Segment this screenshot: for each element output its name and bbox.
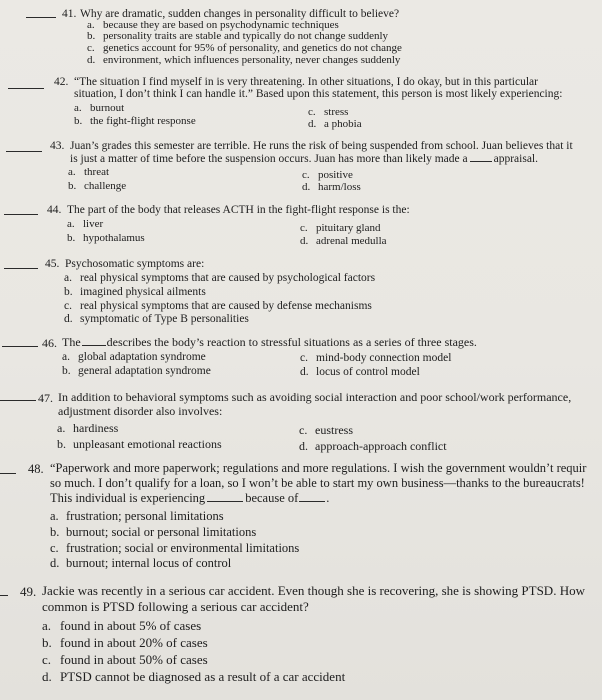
option-a[interactable] bbox=[42, 618, 201, 634]
option-a[interactable] bbox=[68, 166, 109, 178]
option-a[interactable] bbox=[50, 509, 224, 524]
answer-blank[interactable] bbox=[8, 88, 44, 89]
option-text: environment, which influences personality, never changes suddenly bbox=[103, 54, 401, 66]
option-text: frustration; social or environmental limitations bbox=[66, 541, 300, 555]
stem-text: appraisal. bbox=[493, 153, 538, 165]
fill-in-blank[interactable] bbox=[470, 161, 492, 162]
question-stem-line-1: In addition to behavioral symptoms such as avoiding social interaction and poor school/work performance, bbox=[58, 390, 572, 404]
option-text: hypothalamus bbox=[83, 232, 145, 244]
answer-blank[interactable] bbox=[0, 595, 8, 596]
option-letter: d. bbox=[302, 181, 311, 193]
option-letter: c. bbox=[300, 352, 308, 364]
option-letter: a. bbox=[87, 19, 95, 31]
option-b[interactable] bbox=[42, 635, 208, 651]
question-number: 48. bbox=[28, 462, 44, 476]
question-stem-line-1: Juan’s grades this semester are terrible. He runs the risk of being suspended from school. Juan believes that it bbox=[70, 140, 573, 152]
option-text: general adaptation syndrome bbox=[78, 365, 211, 377]
option-letter: c. bbox=[50, 541, 59, 555]
option-text: found in about 5% of cases bbox=[60, 618, 202, 633]
question-stem-line-3 bbox=[50, 492, 329, 506]
option-letter: b. bbox=[74, 115, 83, 127]
fill-in-blank-2[interactable] bbox=[299, 501, 325, 502]
option-b[interactable] bbox=[67, 232, 145, 244]
fill-in-blank[interactable] bbox=[82, 345, 106, 346]
option-b[interactable] bbox=[87, 30, 388, 42]
answer-blank[interactable] bbox=[0, 473, 16, 474]
option-b[interactable] bbox=[74, 115, 196, 127]
option-text: the fight-flight response bbox=[90, 115, 196, 127]
option-b[interactable] bbox=[62, 365, 211, 377]
question-number: 47. bbox=[38, 391, 53, 405]
option-c[interactable] bbox=[300, 222, 380, 234]
question-stem-line-2: common is PTSD following a serious car accident? bbox=[42, 599, 309, 614]
option-letter: b. bbox=[68, 180, 77, 192]
option-letter: b. bbox=[64, 286, 73, 298]
option-letter: b. bbox=[87, 30, 96, 42]
question-number: 49. bbox=[20, 584, 37, 599]
option-a[interactable] bbox=[62, 351, 206, 363]
option-text: a phobia bbox=[324, 118, 362, 130]
option-letter: a. bbox=[57, 421, 66, 435]
option-text: PTSD cannot be diagnosed as a result of a car accident bbox=[60, 669, 346, 684]
option-letter: b. bbox=[62, 365, 71, 377]
option-letter: d. bbox=[50, 556, 60, 570]
option-letter: b. bbox=[67, 232, 76, 244]
option-a[interactable] bbox=[74, 102, 124, 114]
question-stem: Psychosomatic symptoms are: bbox=[65, 258, 205, 270]
option-text: mind-body connection model bbox=[316, 352, 452, 364]
option-c[interactable] bbox=[302, 169, 353, 181]
option-text: personality traits are stable and typically do not change suddenly bbox=[103, 30, 389, 42]
option-text: found in about 50% of cases bbox=[60, 652, 208, 667]
stem-text: This individual is experiencing bbox=[50, 491, 206, 505]
option-text: pituitary gland bbox=[316, 222, 381, 234]
option-text: because they are based on psychodynamic techniques bbox=[103, 19, 339, 31]
option-c[interactable] bbox=[300, 352, 451, 364]
option-d[interactable] bbox=[50, 556, 231, 571]
option-letter: d. bbox=[42, 669, 52, 684]
question-stem-line-2: so much. I don’t qualify for a loan, so I won’t be able to start my own business—thanks to the bureaucrats! bbox=[50, 476, 585, 490]
option-text: challenge bbox=[84, 180, 127, 192]
option-letter: d. bbox=[308, 118, 317, 130]
option-text: genetics account for 95% of personality, and genetics do not change bbox=[103, 42, 402, 54]
question-stem-line-2 bbox=[70, 153, 538, 165]
option-d[interactable] bbox=[42, 669, 345, 685]
option-text: symptomatic of Type B personalities bbox=[80, 313, 249, 325]
option-letter: b. bbox=[50, 525, 60, 539]
option-letter: b. bbox=[57, 437, 66, 451]
option-text: imagined physical ailments bbox=[80, 286, 206, 298]
answer-blank[interactable] bbox=[2, 346, 38, 347]
option-letter: c. bbox=[300, 222, 308, 234]
question-number: 42. bbox=[54, 76, 69, 88]
option-text: unpleasant emotional reactions bbox=[73, 437, 222, 451]
question-number: 45. bbox=[45, 258, 60, 270]
fill-in-blank-1[interactable] bbox=[207, 501, 243, 502]
option-letter: d. bbox=[300, 235, 309, 247]
option-text: approach-approach conflict bbox=[315, 439, 447, 453]
option-letter: d. bbox=[299, 439, 308, 453]
option-text: real physical symptoms that are caused by defense mechanisms bbox=[80, 300, 372, 312]
option-letter: b. bbox=[42, 635, 52, 650]
option-letter: a. bbox=[50, 509, 59, 523]
option-d[interactable] bbox=[300, 366, 420, 378]
option-letter: d. bbox=[300, 366, 309, 378]
option-text: harm/loss bbox=[318, 181, 361, 193]
option-text: burnout bbox=[90, 102, 125, 114]
option-text: burnout; internal locus of control bbox=[66, 556, 232, 570]
option-text: locus of control model bbox=[316, 366, 420, 378]
option-c[interactable] bbox=[64, 300, 372, 312]
option-d[interactable] bbox=[302, 181, 361, 193]
stem-text: because of bbox=[245, 491, 299, 505]
stem-text: is just a matter of time before the suspension occurs. Juan has more than likely made a bbox=[70, 153, 468, 165]
question-stem-line-1: Jackie was recently in a serious car accident. Even though she is recovering, she is showing PTSD. How bbox=[42, 583, 585, 598]
question-stem: The part of the body that releases ACTH in the fight-flight response is the: bbox=[67, 204, 410, 216]
option-letter: a. bbox=[67, 218, 75, 230]
option-b[interactable] bbox=[57, 437, 222, 452]
option-letter: a. bbox=[42, 618, 52, 633]
option-letter: c. bbox=[299, 423, 308, 437]
option-text: hardiness bbox=[73, 421, 119, 435]
option-c[interactable] bbox=[299, 423, 353, 438]
option-b[interactable] bbox=[68, 180, 126, 192]
option-letter: d. bbox=[64, 313, 73, 325]
option-d[interactable] bbox=[87, 54, 400, 66]
option-letter: c. bbox=[308, 106, 316, 118]
option-d[interactable] bbox=[308, 118, 362, 130]
option-text: found in about 20% of cases bbox=[60, 635, 208, 650]
option-text: frustration; personal limitations bbox=[66, 509, 224, 523]
option-letter: d. bbox=[87, 54, 96, 66]
option-a[interactable] bbox=[64, 272, 375, 284]
option-letter: c. bbox=[302, 169, 310, 181]
question-stem: Why are dramatic, sudden changes in personality difficult to believe? bbox=[80, 8, 400, 20]
answer-blank[interactable] bbox=[4, 268, 38, 269]
question-stem bbox=[62, 336, 477, 349]
option-c[interactable] bbox=[42, 652, 208, 668]
option-text: burnout; social or personal limitations bbox=[66, 525, 257, 539]
question-number: 44. bbox=[47, 204, 62, 216]
option-b[interactable] bbox=[50, 525, 256, 540]
option-text: adrenal medulla bbox=[316, 235, 387, 247]
stem-text: describes the body’s reaction to stressful situations as a series of three stages. bbox=[106, 335, 477, 349]
option-d[interactable] bbox=[64, 313, 249, 325]
answer-blank[interactable] bbox=[0, 400, 36, 401]
option-d[interactable] bbox=[300, 235, 387, 247]
option-text: stress bbox=[324, 106, 349, 118]
option-text: liver bbox=[83, 218, 104, 230]
question-number: 43. bbox=[50, 140, 65, 152]
answer-blank[interactable] bbox=[26, 17, 56, 18]
option-a[interactable] bbox=[67, 218, 103, 230]
question-number: 46. bbox=[42, 336, 57, 350]
option-letter: c. bbox=[64, 300, 72, 312]
option-c[interactable] bbox=[308, 106, 348, 118]
answer-blank[interactable] bbox=[6, 151, 42, 152]
option-b[interactable] bbox=[64, 286, 206, 298]
option-text: threat bbox=[84, 166, 110, 178]
option-letter: c. bbox=[42, 652, 52, 667]
option-text: positive bbox=[318, 169, 353, 181]
question-stem-line-1: “Paperwork and more paperwork; regulations and more regulations. I wish the government wouldn’t requir bbox=[50, 461, 587, 475]
option-a[interactable] bbox=[57, 421, 118, 436]
stem-text: The bbox=[62, 335, 81, 349]
option-c[interactable] bbox=[87, 42, 402, 54]
question-stem-line-1: “The situation I find myself in is very threatening. In other situations, I do okay, but in this particular bbox=[74, 76, 538, 88]
option-text: global adaptation syndrome bbox=[78, 351, 206, 363]
question-number: 41. bbox=[62, 8, 77, 20]
option-letter: a. bbox=[74, 102, 82, 114]
option-letter: a. bbox=[62, 351, 70, 363]
option-letter: a. bbox=[68, 166, 76, 178]
option-text: real physical symptoms that are caused by psychological factors bbox=[80, 272, 376, 284]
option-text: eustress bbox=[315, 423, 353, 437]
option-letter: c. bbox=[87, 42, 95, 54]
option-c[interactable] bbox=[50, 541, 299, 556]
question-stem-line-2: adjustment disorder also involves: bbox=[58, 404, 223, 418]
option-letter: a. bbox=[64, 272, 72, 284]
stem-text: . bbox=[326, 491, 330, 505]
answer-blank[interactable] bbox=[4, 214, 38, 215]
option-d[interactable] bbox=[299, 439, 447, 454]
question-stem-line-2: situation, I don’t think I can handle it.” Based upon this statement, this person is most likely experiencing: bbox=[74, 88, 563, 100]
